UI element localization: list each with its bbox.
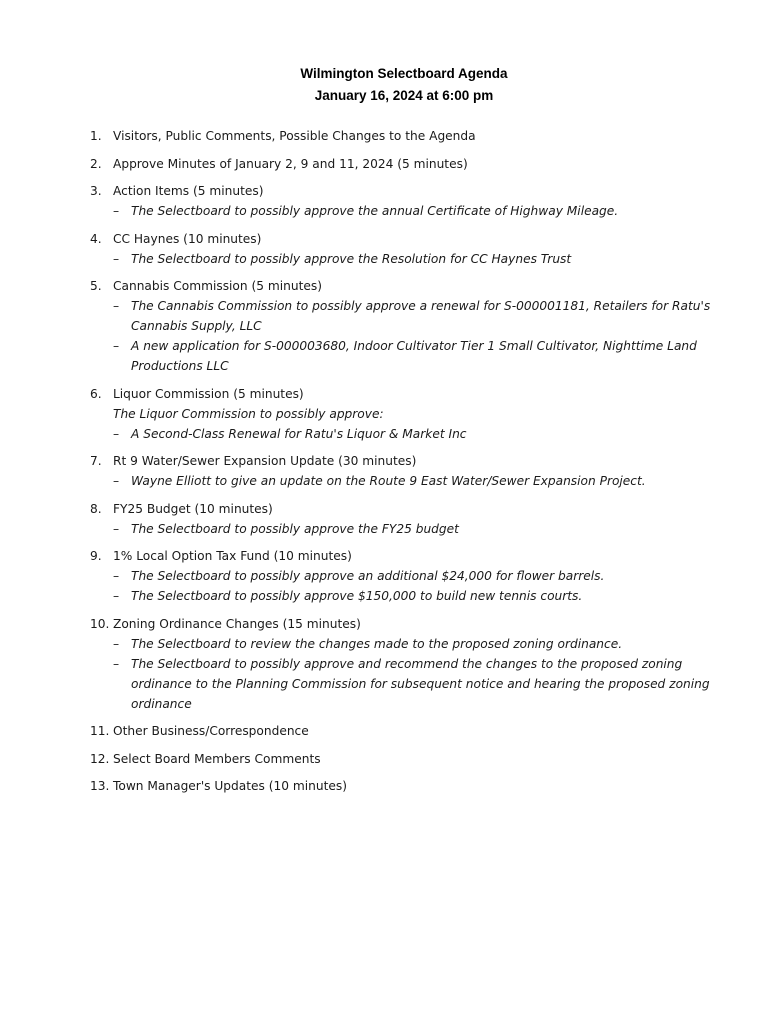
agenda-subitem-text: The Selectboard to review the changes made to the proposed zoning ordinance. bbox=[131, 636, 623, 651]
agenda-subitem bbox=[113, 336, 730, 376]
agenda-item-number: 7. bbox=[90, 454, 102, 468]
agenda-date: January 16, 2024 at 6:00 pm bbox=[314, 88, 494, 103]
agenda-item-text: Town Manager's Updates (10 minutes) bbox=[113, 779, 347, 793]
agenda-item-text: Cannabis Commission (5 minutes) bbox=[113, 279, 322, 293]
agenda-list bbox=[90, 126, 730, 804]
agenda-subitem bbox=[113, 296, 730, 336]
dash-bullet-icon: – bbox=[113, 636, 120, 651]
dash-bullet-icon: – bbox=[113, 339, 120, 353]
agenda-subitem bbox=[113, 249, 730, 269]
agenda-item-text: Visitors, Public Comments, Possible Changes to the Agenda bbox=[113, 129, 476, 143]
agenda-subitem bbox=[113, 634, 730, 654]
agenda-item-text: FY25 Budget (10 minutes) bbox=[113, 501, 273, 516]
agenda-item bbox=[90, 776, 730, 796]
agenda-item-text: Action Items (5 minutes) bbox=[113, 184, 264, 198]
agenda-subitem bbox=[113, 424, 730, 444]
agenda-item-heading bbox=[90, 126, 730, 146]
agenda-subitem bbox=[113, 586, 730, 606]
agenda-item-heading bbox=[90, 776, 730, 796]
agenda-item-number: 2. bbox=[90, 156, 102, 171]
agenda-item-text: Liquor Commission (5 minutes) bbox=[113, 386, 304, 401]
agenda-subitem-text: The Selectboard to possibly approve $150,000 to build new tennis courts. bbox=[131, 589, 583, 603]
dash-bullet-icon: – bbox=[113, 474, 120, 488]
agenda-item-number: 5. bbox=[90, 279, 102, 293]
agenda-item-number: 11. bbox=[90, 724, 110, 738]
agenda-item-number: 3. bbox=[90, 184, 102, 198]
agenda-item-text: Select Board Members Comments bbox=[113, 751, 321, 766]
dash-bullet-icon: – bbox=[113, 299, 120, 313]
agenda-item bbox=[90, 181, 730, 221]
agenda-item bbox=[90, 276, 730, 376]
agenda-item-heading bbox=[90, 546, 730, 566]
agenda-item-heading bbox=[90, 181, 730, 201]
dash-bullet-icon: – bbox=[113, 521, 120, 536]
agenda-subitem bbox=[113, 201, 730, 221]
agenda-subitem-text: The Selectboard to possibly approve and recommend the changes to the proposed zoning ordinance to the Planning Commission for subsequent notice and hearing the proposed zoning ordinance bbox=[131, 656, 710, 711]
agenda-item-text: Rt 9 Water/Sewer Expansion Update (30 minutes) bbox=[113, 454, 417, 468]
agenda-subitem-text: A new application for S-000003680, Indoor Cultivator Tier 1 Small Cultivator, Nighttime Land Productions LLC bbox=[131, 339, 697, 373]
agenda-subitem bbox=[113, 471, 730, 491]
agenda-item-number: 1. bbox=[90, 129, 102, 143]
agenda-item bbox=[90, 721, 730, 741]
agenda-item-number: 13. bbox=[90, 779, 110, 793]
agenda-item bbox=[90, 384, 730, 444]
agenda-item-heading bbox=[90, 614, 730, 634]
agenda-subitem bbox=[113, 654, 730, 714]
agenda-item bbox=[90, 749, 730, 769]
agenda-item-heading bbox=[90, 154, 730, 174]
agenda-item-number: 10. bbox=[90, 616, 110, 631]
agenda-item bbox=[90, 614, 730, 714]
agenda-item-number: 6. bbox=[90, 386, 102, 401]
agenda-item-heading bbox=[90, 721, 730, 741]
agenda-item-number: 8. bbox=[90, 501, 102, 516]
dash-bullet-icon: – bbox=[113, 656, 120, 671]
dash-bullet-icon: – bbox=[113, 251, 120, 266]
agenda-item-text: Zoning Ordinance Changes (15 minutes) bbox=[113, 616, 361, 631]
agenda-item-note: The Liquor Commission to possibly approve: bbox=[113, 406, 384, 421]
agenda-subitem-text: The Cannabis Commission to possibly approve a renewal for S-000001181, Retailers for Ratu's Cannabis Supply, LLC bbox=[131, 299, 711, 333]
agenda-subitem-text: Wayne Elliott to give an update on the Route 9 East Water/Sewer Expansion Project. bbox=[131, 474, 646, 488]
agenda-item bbox=[90, 451, 730, 491]
dash-bullet-icon: – bbox=[113, 569, 120, 583]
agenda-item-number: 12. bbox=[90, 751, 110, 766]
agenda-item-heading bbox=[90, 451, 730, 471]
agenda-subitem bbox=[113, 519, 730, 539]
agenda-item bbox=[90, 499, 730, 539]
agenda-subitem-text: The Selectboard to possibly approve the FY25 budget bbox=[131, 521, 459, 536]
agenda-subitem-text: The Selectboard to possibly approve an additional $24,000 for flower barrels. bbox=[131, 569, 605, 583]
agenda-item-text: 1% Local Option Tax Fund (10 minutes) bbox=[113, 549, 352, 563]
agenda-item-text: Approve Minutes of January 2, 9 and 11, 2024 (5 minutes) bbox=[113, 156, 468, 171]
dash-bullet-icon: – bbox=[113, 204, 120, 218]
agenda-subitem-text: A Second-Class Renewal for Ratu's Liquor & Market Inc bbox=[131, 426, 467, 441]
agenda-item-number: 4. bbox=[90, 231, 102, 246]
agenda-item-heading bbox=[90, 384, 730, 404]
agenda-item-text: Other Business/Correspondence bbox=[113, 724, 309, 738]
agenda-title: Wilmington Selectboard Agenda bbox=[300, 66, 508, 81]
agenda-item-text: CC Haynes (10 minutes) bbox=[113, 231, 262, 246]
dash-bullet-icon: – bbox=[113, 589, 120, 603]
agenda-item-heading bbox=[90, 229, 730, 249]
agenda-item-number: 9. bbox=[90, 549, 102, 563]
agenda-item-heading bbox=[90, 276, 730, 296]
agenda-item bbox=[90, 546, 730, 606]
agenda-item bbox=[90, 154, 730, 174]
agenda-item-heading bbox=[90, 749, 730, 769]
agenda-item bbox=[90, 126, 730, 146]
agenda-item bbox=[90, 229, 730, 269]
agenda-subitem-text: The Selectboard to possibly approve the Resolution for CC Haynes Trust bbox=[131, 251, 572, 266]
dash-bullet-icon: – bbox=[113, 426, 120, 441]
agenda-subitem-text: The Selectboard to possibly approve the annual Certificate of Highway Mileage. bbox=[131, 204, 619, 218]
agenda-subitem bbox=[113, 566, 730, 586]
agenda-item-heading bbox=[90, 499, 730, 519]
